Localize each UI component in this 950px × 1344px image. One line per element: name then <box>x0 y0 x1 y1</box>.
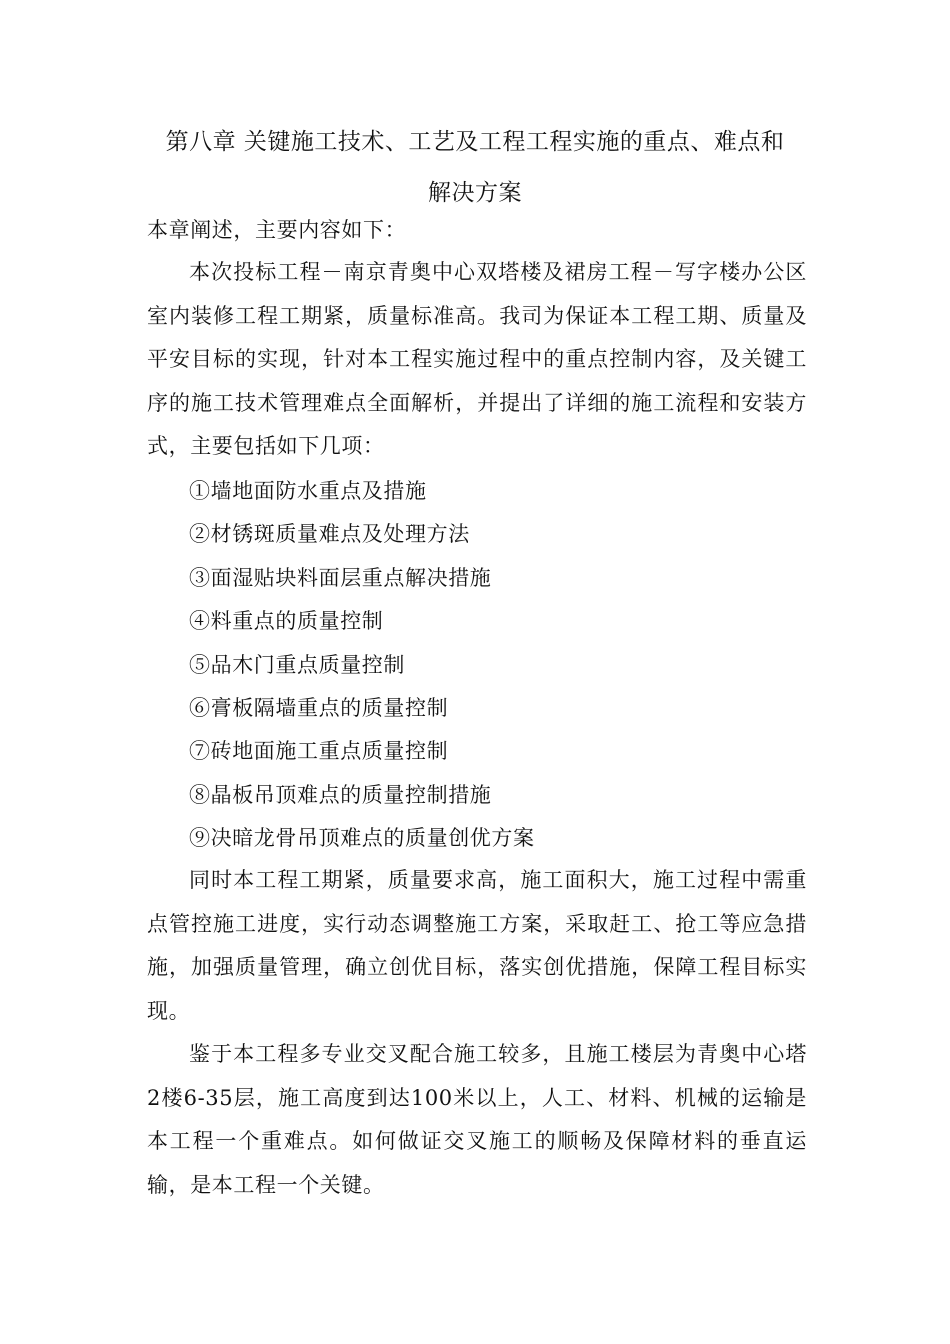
paragraph-vertical-transport: 鉴于本工程多专业交叉配合施工较多，且施工楼层为青奥中心塔2楼6-35层，施工高度到达100米以上，人工、材料、机械的运输是本工程一个重难点。如何做证交叉施工的顺畅及保障材料的垂直运输，是本工程一个关键。 <box>147 1042 807 1197</box>
paragraph-schedule-control: 同时本工程工期紧，质量要求高，施工面积大，施工过程中需重点管控施工进度，实行动态调整施工方案，采取赶工、抢工等应急措施，加强质量管理，确立创优目标，落实创优措施，保障工程目标实现。 <box>147 868 807 1023</box>
list-item: ⑦砖地面施工重点质量控制 <box>189 739 449 764</box>
intro-heading: 本章阐述，主要内容如下： <box>147 218 407 242</box>
key-points-list <box>189 470 535 861</box>
paragraph-project-overview: 本次投标工程－南京青奥中心双塔楼及裙房工程－写字楼办公区室内装修工程工期紧，质量标准高。我司为保证本工程工期、质量及平安目标的实现，针对本工程实施过程中的重点控制内容，及关键工序的施工技术管理难点全面解析，并提出了详细的施工流程和安装方式，主要包括如下几项： <box>147 260 807 458</box>
list-item: ②材锈斑质量难点及处理方法 <box>189 522 470 547</box>
list-item: ①墙地面防水重点及措施 <box>189 479 427 503</box>
list-item: ⑧晶板吊顶难点的质量控制措施 <box>189 782 492 807</box>
list-item: ⑤品木门重点质量控制 <box>189 652 405 677</box>
list-item: ⑨决暗龙骨吊顶难点的质量创优方案 <box>189 826 535 851</box>
list-item: ⑥膏板隔墙重点的质量控制 <box>189 695 449 720</box>
chapter-title-line-2: 解决方案 <box>428 180 522 206</box>
list-item: ④料重点的质量控制 <box>189 609 384 634</box>
chapter-title-line-1: 第八章 关键施工技术、工艺及工程工程实施的重点、难点和 <box>165 129 785 155</box>
list-item: ③面湿贴块料面层重点解决措施 <box>189 565 492 590</box>
